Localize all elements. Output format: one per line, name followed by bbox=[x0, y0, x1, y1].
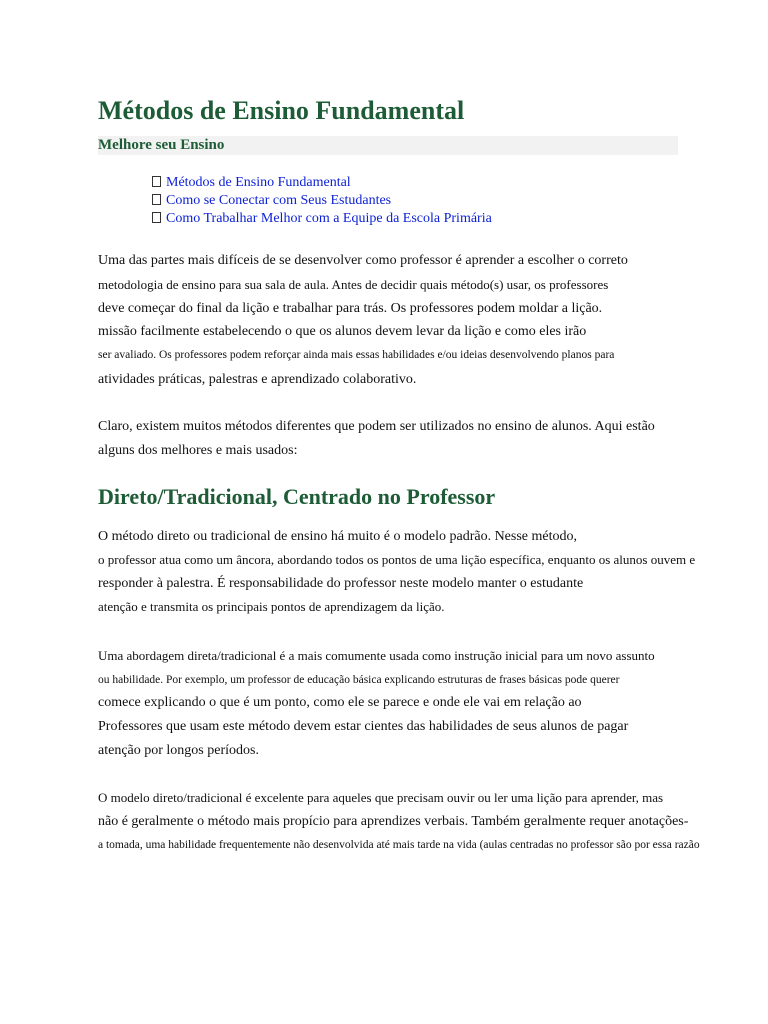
para4-line: atenção por longos períodos. bbox=[98, 743, 259, 758]
page-subtitle: Melhore seu Ensino bbox=[98, 137, 225, 153]
toc-item bbox=[152, 192, 492, 210]
para4-line: ou habilidade. Por exemplo, um professor de educação básica explicando estruturas de frases básicas pode querer bbox=[98, 674, 620, 686]
para1-line: missão facilmente estabelecendo o que os alunos devem levar da lição e como eles irão bbox=[98, 324, 587, 339]
para3-line: atenção e transmita os principais pontos de aprendizagem da lição. bbox=[98, 599, 445, 614]
page-title: Métodos de Ensino Fundamental bbox=[98, 96, 465, 125]
para1-line: deve começar do final da lição e trabalhar para trás. Os professores podem moldar a lição. bbox=[98, 301, 603, 316]
para3-line: responder à palestra. É responsabilidade do professor neste modelo manter o estudante bbox=[98, 576, 584, 591]
bullet-box-icon bbox=[152, 176, 161, 187]
toc-link-metodos[interactable]: Métodos de Ensino Fundamental bbox=[166, 175, 351, 190]
toc-item bbox=[152, 174, 492, 192]
para5-line: não é geralmente o método mais propício para aprendizes verbais. Também geralmente requer anotações- bbox=[98, 814, 689, 829]
bullet-box-icon bbox=[152, 194, 161, 205]
para1-line: ser avaliado. Os professores podem reforçar ainda mais essas habilidades e/ou ideias desenvolvendo planos para bbox=[98, 349, 615, 361]
toc-item bbox=[152, 210, 492, 228]
para2-line: Claro, existem muitos métodos diferentes que podem ser utilizados no ensino de alunos. Aqui estão bbox=[98, 419, 655, 434]
para4-line: comece explicando o que é um ponto, como ele se parece e onde ele vai em relação ao bbox=[98, 695, 582, 710]
para5-line: O modelo direto/tradicional é excelente para aqueles que precisam ouvir ou ler uma lição para aprender, mas bbox=[98, 790, 664, 805]
para5-line: a tomada, uma habilidade frequentemente não desenvolvida até mais tarde na vida (aulas centradas no professor são por essa razão bbox=[98, 839, 700, 851]
para1-line: metodologia de ensino para sua sala de aula. Antes de decidir quais método(s) usar, os professores bbox=[98, 277, 609, 292]
para1-line: Uma das partes mais difíceis de se desenvolver como professor é aprender a escolher o correto bbox=[98, 253, 628, 268]
section-heading: Direto/Tradicional, Centrado no Professor bbox=[98, 484, 496, 509]
para4-line: Uma abordagem direta/tradicional é a mais comumente usada como instrução inicial para um novo assunto bbox=[98, 648, 655, 663]
para2-line: alguns dos melhores e mais usados: bbox=[98, 443, 298, 458]
table-of-contents bbox=[152, 174, 492, 228]
para1-line: atividades práticas, palestras e aprendizado colaborativo. bbox=[98, 372, 417, 387]
para3-line: o professor atua como um âncora, abordando todos os pontos de uma lição específica, enquanto os alunos ouvem e bbox=[98, 552, 696, 567]
toc-link-equipe[interactable]: Como Trabalhar Melhor com a Equipe da Escola Primária bbox=[166, 211, 492, 226]
toc-link-conectar[interactable]: Como se Conectar com Seus Estudantes bbox=[166, 193, 392, 208]
para3-line: O método direto ou tradicional de ensino há muito é o modelo padrão. Nesse método, bbox=[98, 529, 577, 544]
para4-line: Professores que usam este método devem estar cientes das habilidades de seus alunos de pagar bbox=[98, 719, 629, 734]
bullet-box-icon bbox=[152, 212, 161, 223]
